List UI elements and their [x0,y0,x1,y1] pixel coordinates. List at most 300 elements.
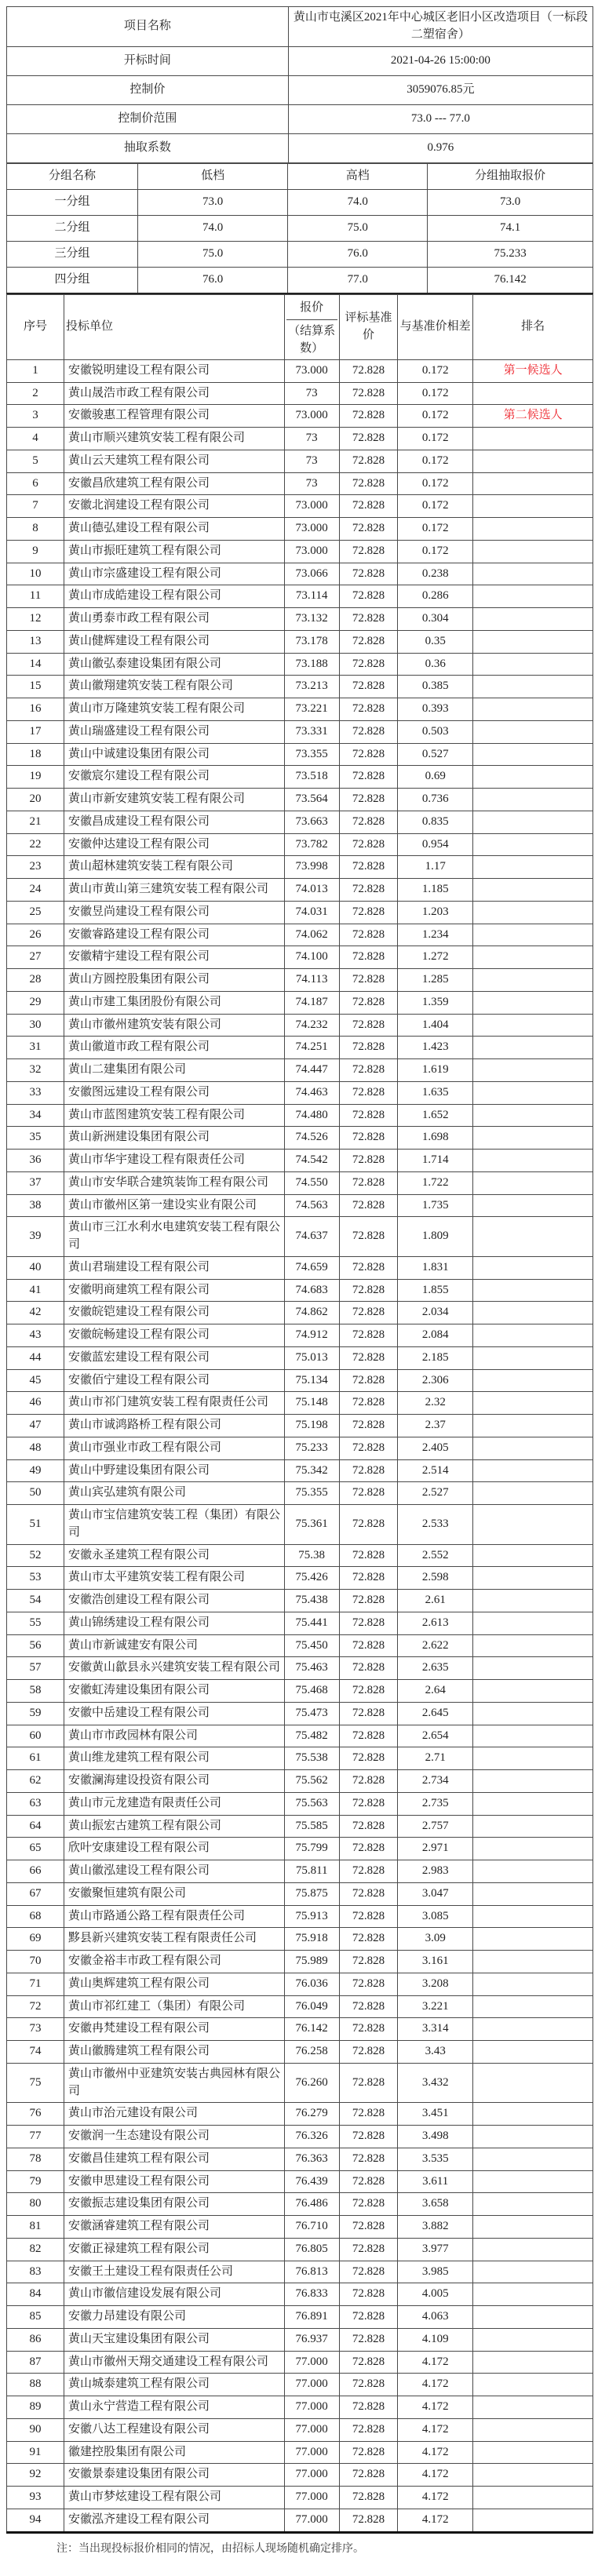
bidder-rank [473,720,593,743]
bidder-row [7,946,593,969]
bidder-name: 黄山徽泓建设工程有限公司 [64,1860,285,1883]
bidder-base-price: 72.828 [339,2216,397,2239]
bidder-diff: 4.172 [398,2487,473,2509]
bidder-seq: 8 [7,518,64,541]
bidder-diff: 2.32 [398,1392,473,1415]
bidder-base-price: 72.828 [339,2103,397,2126]
bidder-base-price: 72.828 [339,811,397,833]
group-low: 74.0 [138,215,288,241]
bidder-name: 黄山市治元建设有限公司 [64,2103,285,2126]
bidder-base-price: 72.828 [339,563,397,585]
bidder-row [7,1150,593,1172]
group-high: 77.0 [288,267,428,293]
bidder-price: 73.221 [284,698,339,721]
bidder-name: 黄山瑞盛建设工程有限公司 [64,720,285,743]
bidder-rank [473,1657,593,1680]
bidder-name: 安徽冉梵建设工程有限公司 [64,2018,285,2041]
bidder-rank [473,789,593,811]
bidder-row [7,720,593,743]
bidder-diff: 2.527 [398,1482,473,1505]
bidder-diff: 1.423 [398,1037,473,1059]
bidder-price: 75.811 [284,1860,339,1883]
control-price-range-label: 控制价范围 [7,104,289,133]
bidder-seq: 7 [7,495,64,518]
bidder-diff: 0.304 [398,608,473,631]
bidder-row [7,1770,593,1793]
group-high: 74.0 [288,189,428,215]
bidder-price: 73 [284,428,339,450]
bidder-base-price: 72.828 [339,1302,397,1324]
bidder-row [7,2018,593,2041]
bidder-name: 安徽中岳建设工程有限公司 [64,1702,285,1725]
bidder-price: 75.233 [284,1437,339,1459]
bidder-name: 安徽振志建设集团有限公司 [64,2193,285,2216]
bidder-row [7,1194,593,1217]
bidder-diff: 2.734 [398,1770,473,1793]
bidder-name: 安徽黄山歙县永兴建筑安装工程有限公司 [64,1657,285,1680]
group-high: 76.0 [288,241,428,267]
bidder-row [7,1725,593,1747]
group-low-header: 低档 [138,163,288,189]
bidder-seq: 19 [7,766,64,789]
bidder-price: 76.363 [284,2148,339,2170]
bidder-rank: 第一候选人 [473,359,593,382]
group-row [7,215,593,241]
bidder-name: 黄山市黄山第三建筑安装工程有限公司 [64,879,285,902]
bidder-price: 73.000 [284,518,339,541]
bidder-diff: 3.085 [398,1905,473,1928]
bidder-seq: 87 [7,2351,64,2374]
bidder-diff: 3.611 [398,2170,473,2193]
bidder-diff: 1.17 [398,856,473,879]
bidder-price: 74.637 [284,1217,339,1257]
bidder-name: 黄山中诚建设集团有限公司 [64,743,285,766]
bidder-name: 黄山振宏古建筑工程有限公司 [64,1815,285,1838]
rank-header: 排名 [473,294,593,359]
bidder-base-price: 72.828 [339,1747,397,1770]
bidder-name: 黄山市路通公路工程有限责任公司 [64,1905,285,1928]
bidder-rank [473,856,593,879]
bidder-base-price: 72.828 [339,1702,397,1725]
bidder-diff: 3.985 [398,2261,473,2283]
bidder-seq: 30 [7,1014,64,1037]
bidder-diff: 1.831 [398,1256,473,1279]
bidder-seq: 12 [7,608,64,631]
bidder-name: 黄山云天建筑工程有限公司 [64,450,285,472]
bidder-seq: 68 [7,1905,64,1928]
base-price-header: 评标基准价 [339,294,397,359]
group-high: 75.0 [288,215,428,241]
bidder-row [7,698,593,721]
price-header-line1: 报价 [286,295,337,321]
bidder-diff: 2.64 [398,1680,473,1703]
bidder-base-price: 72.828 [339,1150,397,1172]
bidder-rank [473,2306,593,2329]
bidder-diff: 0.172 [398,472,473,495]
info-row-project-name [7,7,593,47]
bidder-name: 安徽聚恒建筑有限公司 [64,1882,285,1905]
bidder-row [7,359,593,382]
bidder-name: 黄山市市政园林有限公司 [64,1725,285,1747]
bidder-base-price: 72.828 [339,1324,397,1347]
bidder-seq: 6 [7,472,64,495]
bidder-price: 77.000 [284,2396,339,2419]
bidder-diff: 2.622 [398,1634,473,1657]
bidder-seq: 21 [7,811,64,833]
bidder-seq: 40 [7,1256,64,1279]
bidder-row [7,450,593,472]
bidder-rank [473,1014,593,1037]
bidder-price: 76.891 [284,2306,339,2329]
bidder-name: 黄山超林建筑安装工程有限公司 [64,856,285,879]
bidder-name: 黄山晟浩市政工程有限公司 [64,382,285,405]
bidder-base-price: 72.828 [339,766,397,789]
bidder-seq: 52 [7,1544,64,1567]
bidder-rank [473,653,593,676]
bidder-name: 黄山市梦炫建设工程有限公司 [64,2487,285,2509]
footer-note: 注：当出现投标报价相同的情况，由招标人现场随机确定排序。 [57,2542,364,2555]
bidder-rank [473,1725,593,1747]
bidder-name: 安徽虹涛建设集团有限公司 [64,1680,285,1703]
bidder-diff: 1.635 [398,1081,473,1104]
bidder-name: 安徽泓齐建设工程有限公司 [64,2509,285,2532]
bidder-seq: 85 [7,2306,64,2329]
bidder-seq: 35 [7,1127,64,1150]
bidder-rank [473,969,593,992]
control-price-range-value: 73.0 --- 77.0 [288,104,593,133]
bidder-name: 安徽正禄建筑工程有限公司 [64,2238,285,2261]
bidder-base-price: 72.828 [339,789,397,811]
bidder-name: 黄山奥辉建筑工程有限公司 [64,1973,285,1995]
bidder-row [7,1415,593,1437]
bidder-diff: 3.09 [398,1928,473,1951]
bidder-row [7,2261,593,2283]
bidder-price: 75.482 [284,1725,339,1747]
bidder-base-price: 72.828 [339,2170,397,2193]
bidder-row [7,1838,593,1860]
bidder-row [7,2103,593,2126]
bidder-name: 黄山市宝信建筑安装工程（集团）有限公司 [64,1505,285,1545]
bidder-base-price: 72.828 [339,1127,397,1150]
bidder-base-price: 72.828 [339,2328,397,2351]
bidder-price: 73.331 [284,720,339,743]
draw-coefficient-value: 0.976 [288,133,593,162]
bidder-row [7,1951,593,1973]
bidder-rank [473,811,593,833]
bidder-diff: 4.172 [398,2418,473,2441]
bidder-base-price: 72.828 [339,1634,397,1657]
bidder-diff: 0.172 [398,495,473,518]
bidder-base-price: 72.828 [339,2018,397,2041]
bidder-name: 黄山徽道市政工程有限公司 [64,1037,285,1059]
bidder-rank [473,1302,593,1324]
bidder-base-price: 72.828 [339,2126,397,2148]
bidder-row [7,2441,593,2464]
bidder-name: 安徽北润建设工程有限公司 [64,495,285,518]
bidder-price: 74.542 [284,1150,339,1172]
bidder-diff: 4.109 [398,2328,473,2351]
bidder-row [7,495,593,518]
bidder-rank [473,2216,593,2239]
bidder-row [7,630,593,653]
bidder-row [7,833,593,856]
bidder-name: 黄山市安华联合建筑装饰工程有限公司 [64,1171,285,1194]
bidder-row [7,1459,593,1482]
bidder-rank [473,1882,593,1905]
bidder-rank [473,1544,593,1567]
open-time-label: 开标时间 [7,46,289,75]
bidder-seq: 49 [7,1459,64,1482]
bidder-base-price: 72.828 [339,1194,397,1217]
bidder-name: 黄山新洲建设集团有限公司 [64,1127,285,1150]
bidder-price: 74.480 [284,1104,339,1127]
bidder-row [7,901,593,924]
bidder-base-price: 72.828 [339,1725,397,1747]
bidder-row [7,1081,593,1104]
bidder-name: 黄山市诚鸿路桥工程有限公司 [64,1415,285,1437]
bidder-price: 76.326 [284,2126,339,2148]
bidder-seq: 76 [7,2103,64,2126]
bidder-base-price: 72.828 [339,1951,397,1973]
bidder-rank [473,472,593,495]
bidder-rank [473,2126,593,2148]
bidder-row [7,1346,593,1369]
bidder-price: 74.013 [284,879,339,902]
bidder-rank [473,1256,593,1279]
bidder-diff: 0.503 [398,720,473,743]
bidder-diff: 2.757 [398,1815,473,1838]
bidder-name: 黄山城泰建筑工程有限公司 [64,2374,285,2396]
bidder-price: 74.463 [284,1081,339,1104]
project-name-value: 黄山市屯溪区2021年中心城区老旧小区改造项目（一标段二塑宿舍） [288,7,593,47]
bidder-rank [473,428,593,450]
bidder-base-price: 72.828 [339,1346,397,1369]
bidder-price: 74.251 [284,1037,339,1059]
bidder-row [7,1815,593,1838]
bidder-name: 黄山市徽州天翔交通建设工程有限公司 [64,2351,285,2374]
bid-header-row [7,294,593,359]
bidder-price: 75.355 [284,1482,339,1505]
bidder-seq: 34 [7,1104,64,1127]
bidder-price: 74.912 [284,1324,339,1347]
bidder-seq: 71 [7,1973,64,1995]
bidder-rank [473,2193,593,2216]
bidder-diff: 2.983 [398,1860,473,1883]
bidder-seq: 46 [7,1392,64,1415]
info-row-draw-coefficient [7,133,593,162]
group-picked-price: 73.0 [428,189,593,215]
bidder-rank [473,1905,593,1928]
bidder-diff: 2.514 [398,1459,473,1482]
bidder-diff: 3.498 [398,2126,473,2148]
bidder-rank [473,1392,593,1415]
bidder-name: 黄山勇泰市政工程有限公司 [64,608,285,631]
bidder-seq: 17 [7,720,64,743]
bidder-row [7,2418,593,2441]
bidder-base-price: 72.828 [339,518,397,541]
bidder-diff: 1.722 [398,1171,473,1194]
bidder-rank [473,1973,593,1995]
bidder-row [7,856,593,879]
bidder-base-price: 72.828 [339,1928,397,1951]
bidder-name: 黟县新兴建筑安装工程有限责任公司 [64,1928,285,1951]
bidder-rank [473,2103,593,2126]
bidder-name: 黄山市新诚建安有限公司 [64,1634,285,1657]
bidder-diff: 0.36 [398,653,473,676]
bidder-base-price: 72.828 [339,1459,397,1482]
bidder-row [7,382,593,405]
bidder-seq: 9 [7,540,64,563]
project-name-label: 项目名称 [7,7,289,47]
bidder-rank [473,1505,593,1545]
bidder-name: 安徽力昂建设有限公司 [64,2306,285,2329]
bidder-base-price: 72.828 [339,1415,397,1437]
bidder-name: 黄山市三江水利水电建筑安装工程有限公司 [64,1217,285,1257]
bidder-base-price: 72.828 [339,1256,397,1279]
bidder-diff: 2.306 [398,1369,473,1392]
bidder-name: 黄山中野建设集团有限公司 [64,1459,285,1482]
bidder-rank [473,698,593,721]
bidder-base-price: 72.828 [339,382,397,405]
bidder-row [7,563,593,585]
bidder-price: 74.862 [284,1302,339,1324]
bidder-seq: 29 [7,991,64,1014]
bidder-diff: 1.652 [398,1104,473,1127]
bidder-diff: 3.047 [398,1882,473,1905]
bidder-name: 安徽仲达建设工程有限公司 [64,833,285,856]
bidder-name: 黄山市宗盛建设工程有限公司 [64,563,285,585]
bidder-price: 75.563 [284,1792,339,1815]
bidder-row [7,1505,593,1545]
bidder-row [7,2216,593,2239]
bidder-base-price: 72.828 [339,743,397,766]
bidder-base-price: 72.828 [339,1882,397,1905]
bidder-price: 75.426 [284,1567,339,1590]
bidder-base-price: 72.828 [339,2041,397,2064]
bidder-seq: 13 [7,630,64,653]
bidder-rank [473,2418,593,2441]
bidder-row [7,1127,593,1150]
bidder-diff: 3.882 [398,2216,473,2239]
bidder-seq: 51 [7,1505,64,1545]
bidder-base-price: 72.828 [339,1369,397,1392]
bidder-diff: 2.613 [398,1612,473,1634]
bidder-row [7,1302,593,1324]
bidder-seq: 11 [7,585,64,608]
bidder-rank [473,382,593,405]
bidder-rank [473,1459,593,1482]
bidder-row [7,991,593,1014]
bidder-price: 75.134 [284,1369,339,1392]
bidder-row [7,1905,593,1928]
group-name: 四分组 [7,267,138,293]
bidder-diff: 3.535 [398,2148,473,2170]
bidder-base-price: 72.828 [339,2441,397,2464]
bidder-price: 74.187 [284,991,339,1014]
bidder-seq: 55 [7,1612,64,1634]
bidder-diff: 2.034 [398,1302,473,1324]
bidder-diff: 1.855 [398,1279,473,1302]
bidder-name: 黄山市顺兴建筑安装工程有限公司 [64,428,285,450]
bidder-name: 安徽锐明建设工程有限公司 [64,359,285,382]
bidder-row [7,2464,593,2487]
bidder-rank [473,1104,593,1127]
bidder-row [7,969,593,992]
bidder-diff: 4.172 [398,2396,473,2419]
bidder-name: 黄山市蓝图建筑安装工程有限公司 [64,1104,285,1127]
bidder-header: 投标单位 [64,294,285,359]
bidder-row [7,653,593,676]
bidder-row [7,608,593,631]
bidder-diff: 2.405 [398,1437,473,1459]
bidder-rank [473,1194,593,1217]
bidder-row [7,1437,593,1459]
bidder-row [7,2328,593,2351]
group-row [7,241,593,267]
bidder-price: 73 [284,382,339,405]
bidder-seq: 64 [7,1815,64,1838]
bidder-seq: 14 [7,653,64,676]
bidder-rank [473,1171,593,1194]
bidder-price: 73 [284,472,339,495]
bidder-rank [473,1815,593,1838]
bidder-price: 75.013 [284,1346,339,1369]
bidder-row [7,472,593,495]
bidder-price: 75.450 [284,1634,339,1657]
bidder-rank [473,1150,593,1172]
group-picked-price-header: 分组抽取报价 [428,163,593,189]
group-row [7,189,593,215]
bidder-rank [473,563,593,585]
bidder-name: 黄山市祁门建筑安装工程有限责任公司 [64,1392,285,1415]
bidder-rank [473,1792,593,1815]
bidder-diff: 0.69 [398,766,473,789]
bidder-name: 黄山市成皓建设工程有限公司 [64,585,285,608]
bidder-price: 75.473 [284,1702,339,1725]
bidder-diff: 3.161 [398,1951,473,1973]
bidder-price: 75.875 [284,1882,339,1905]
bidder-seq: 41 [7,1279,64,1302]
bidder-row [7,2193,593,2216]
group-name-header: 分组名称 [7,163,138,189]
bidder-base-price: 72.828 [339,1792,397,1815]
bidder-row [7,1256,593,1279]
bidder-name: 安徽昱尚建设工程有限公司 [64,901,285,924]
bidder-name: 安徽昌成建设工程有限公司 [64,811,285,833]
bidder-price: 75.38 [284,1544,339,1567]
bidder-rank [473,1059,593,1082]
bidder-name: 黄山方圆控股集团有限公司 [64,969,285,992]
bidder-diff: 0.172 [398,450,473,472]
bidder-row [7,1544,593,1567]
bidder-rank [473,2351,593,2374]
info-row-control-price-range [7,104,593,133]
bidder-rank [473,1279,593,1302]
bidder-price: 76.260 [284,2063,339,2103]
bidder-rank [473,2464,593,2487]
bidder-row [7,1171,593,1194]
bidder-rank [473,2041,593,2064]
bidder-base-price: 72.828 [339,1860,397,1883]
bidder-row [7,1279,593,1302]
bidder-price: 75.913 [284,1905,339,1928]
bidder-name: 黄山市徽州区第一建设实业有限公司 [64,1194,285,1217]
bidder-diff: 1.698 [398,1127,473,1150]
bidder-diff: 1.735 [398,1194,473,1217]
bidder-diff: 4.005 [398,2283,473,2306]
bidder-row [7,1567,593,1590]
bidder-row [7,2283,593,2306]
